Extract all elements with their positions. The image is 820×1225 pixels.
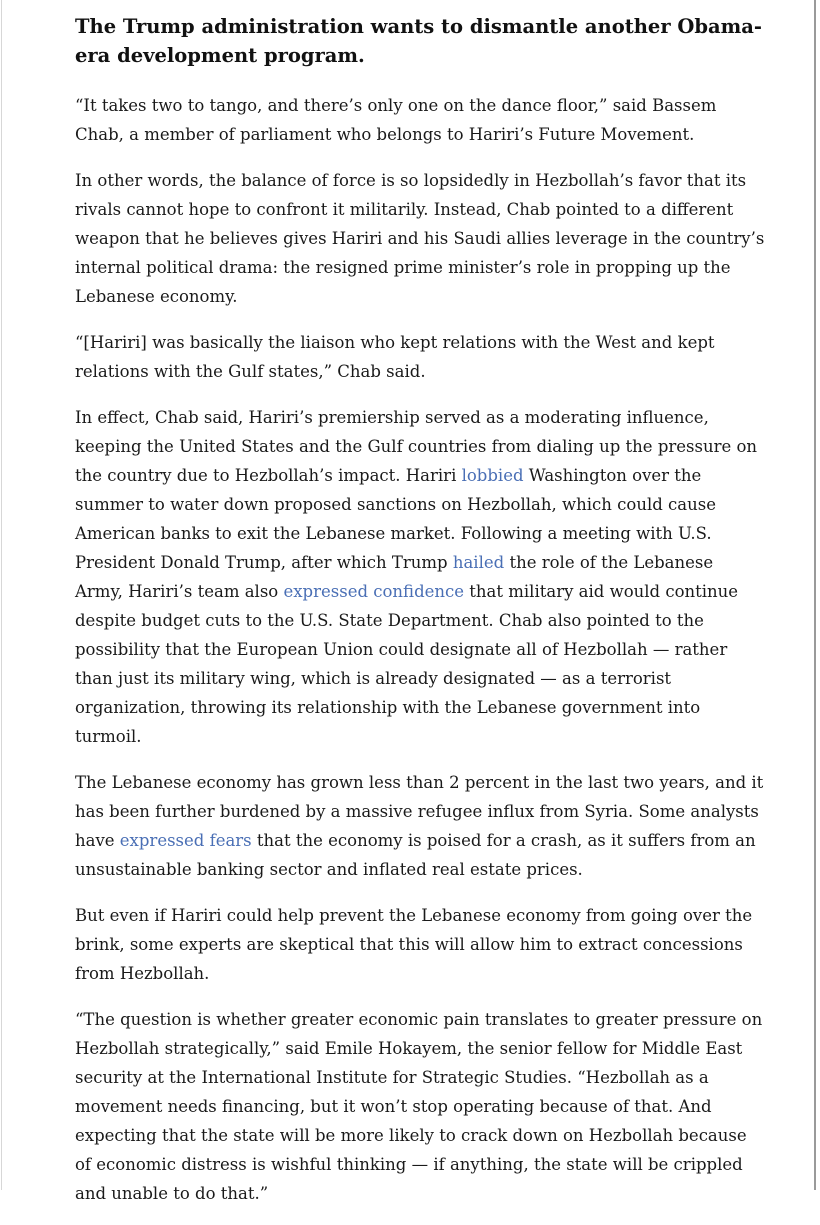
article-paragraph [75,901,765,988]
link-hailed[interactable]: hailed [452,553,505,572]
link-lobbied[interactable]: lobbied [461,466,524,485]
article-paragraph [75,91,765,149]
article-paragraph [75,403,765,751]
paragraph-text: that the economy is poised for a crash, as it suffers from an unsustainable banking sector and inflated real estate prices. [75,831,756,879]
paragraph-text: The Lebanese economy has grown less than 2 percent in the last two years, and it has been further burdened by a massive refugee influx from Syria. Some analysts have [75,773,764,850]
article-paragraph [75,768,765,884]
paragraph-text: “The question is whether greater economic pain translates to greater pressure on Hezbollah strategically,” said Emile Hokayem, the senior fellow for Middle East security at the International Institute for Strategic Studies. “Hezbollah as a movement needs financing, but it won’t stop operating because of that. And expecting that the state will be more likely to crack down on Hezbollah because of economic distress is wishful thinking — if anything, the state will be crippled and unable to do that.” [75,1010,763,1203]
article-paragraph [75,1005,765,1208]
article-paragraph [75,328,765,386]
paragraph-text: But even if Hariri could help prevent the Lebanese economy from going over the brink, some experts are skeptical that this will allow him to extract concessions from Hezbollah. [75,906,753,983]
article-body [75,12,765,1225]
link-expressed-confidence[interactable]: expressed confidence [283,582,465,601]
paragraph-text: Washington over the summer to water down proposed sanctions on Hezbollah, which could cause American banks to exit the Lebanese market. Following a meeting with U.S. President Donald Trump, after which Trump [75,466,716,572]
paragraph-text: “It takes two to tango, and there’s only one on the dance floor,” said Bassem Chab, a member of parliament who belongs to Hariri’s Future Movement. [75,96,717,144]
article-page [1,0,816,1203]
paragraph-text: the role of the Lebanese Army, Hariri’s team also [75,553,714,601]
article-paragraphs [75,91,765,1208]
link-expressed-fears[interactable]: expressed fears [119,831,252,850]
paragraph-text: In effect, Chab said, Hariri’s premiership served as a moderating influence, keeping the United States and the Gulf countries from dialing up the pressure on the country due to Hezbollah’s impact. Hariri [75,408,758,485]
article-paragraph [75,166,765,311]
related-headline[interactable]: The Trump administration wants to dismantle another Obama-era development program. [75,15,763,67]
paragraph-text: In other words, the balance of force is so lopsidedly in Hezbollah’s favor that its rivals cannot hope to confront it militarily. Instead, Chab pointed to a different weapon that he believes gives Hariri and his Saudi allies leverage in the country’s internal political drama: the resigned prime minister’s role in propping up the Lebanese economy. [75,171,765,306]
paragraph-text: that military aid would continue despite budget cuts to the U.S. State Department. Chab also pointed to the possibility that the European Union could designate all of Hezbollah — rather than just its military wing, which is already designated — as a terrorist organization, throwing its relationship with the Lebanese government into turmoil. [75,582,739,746]
paragraph-text: “[Hariri] was basically the liaison who kept relations with the West and kept relations with the Gulf states,” Chab said. [75,333,715,381]
